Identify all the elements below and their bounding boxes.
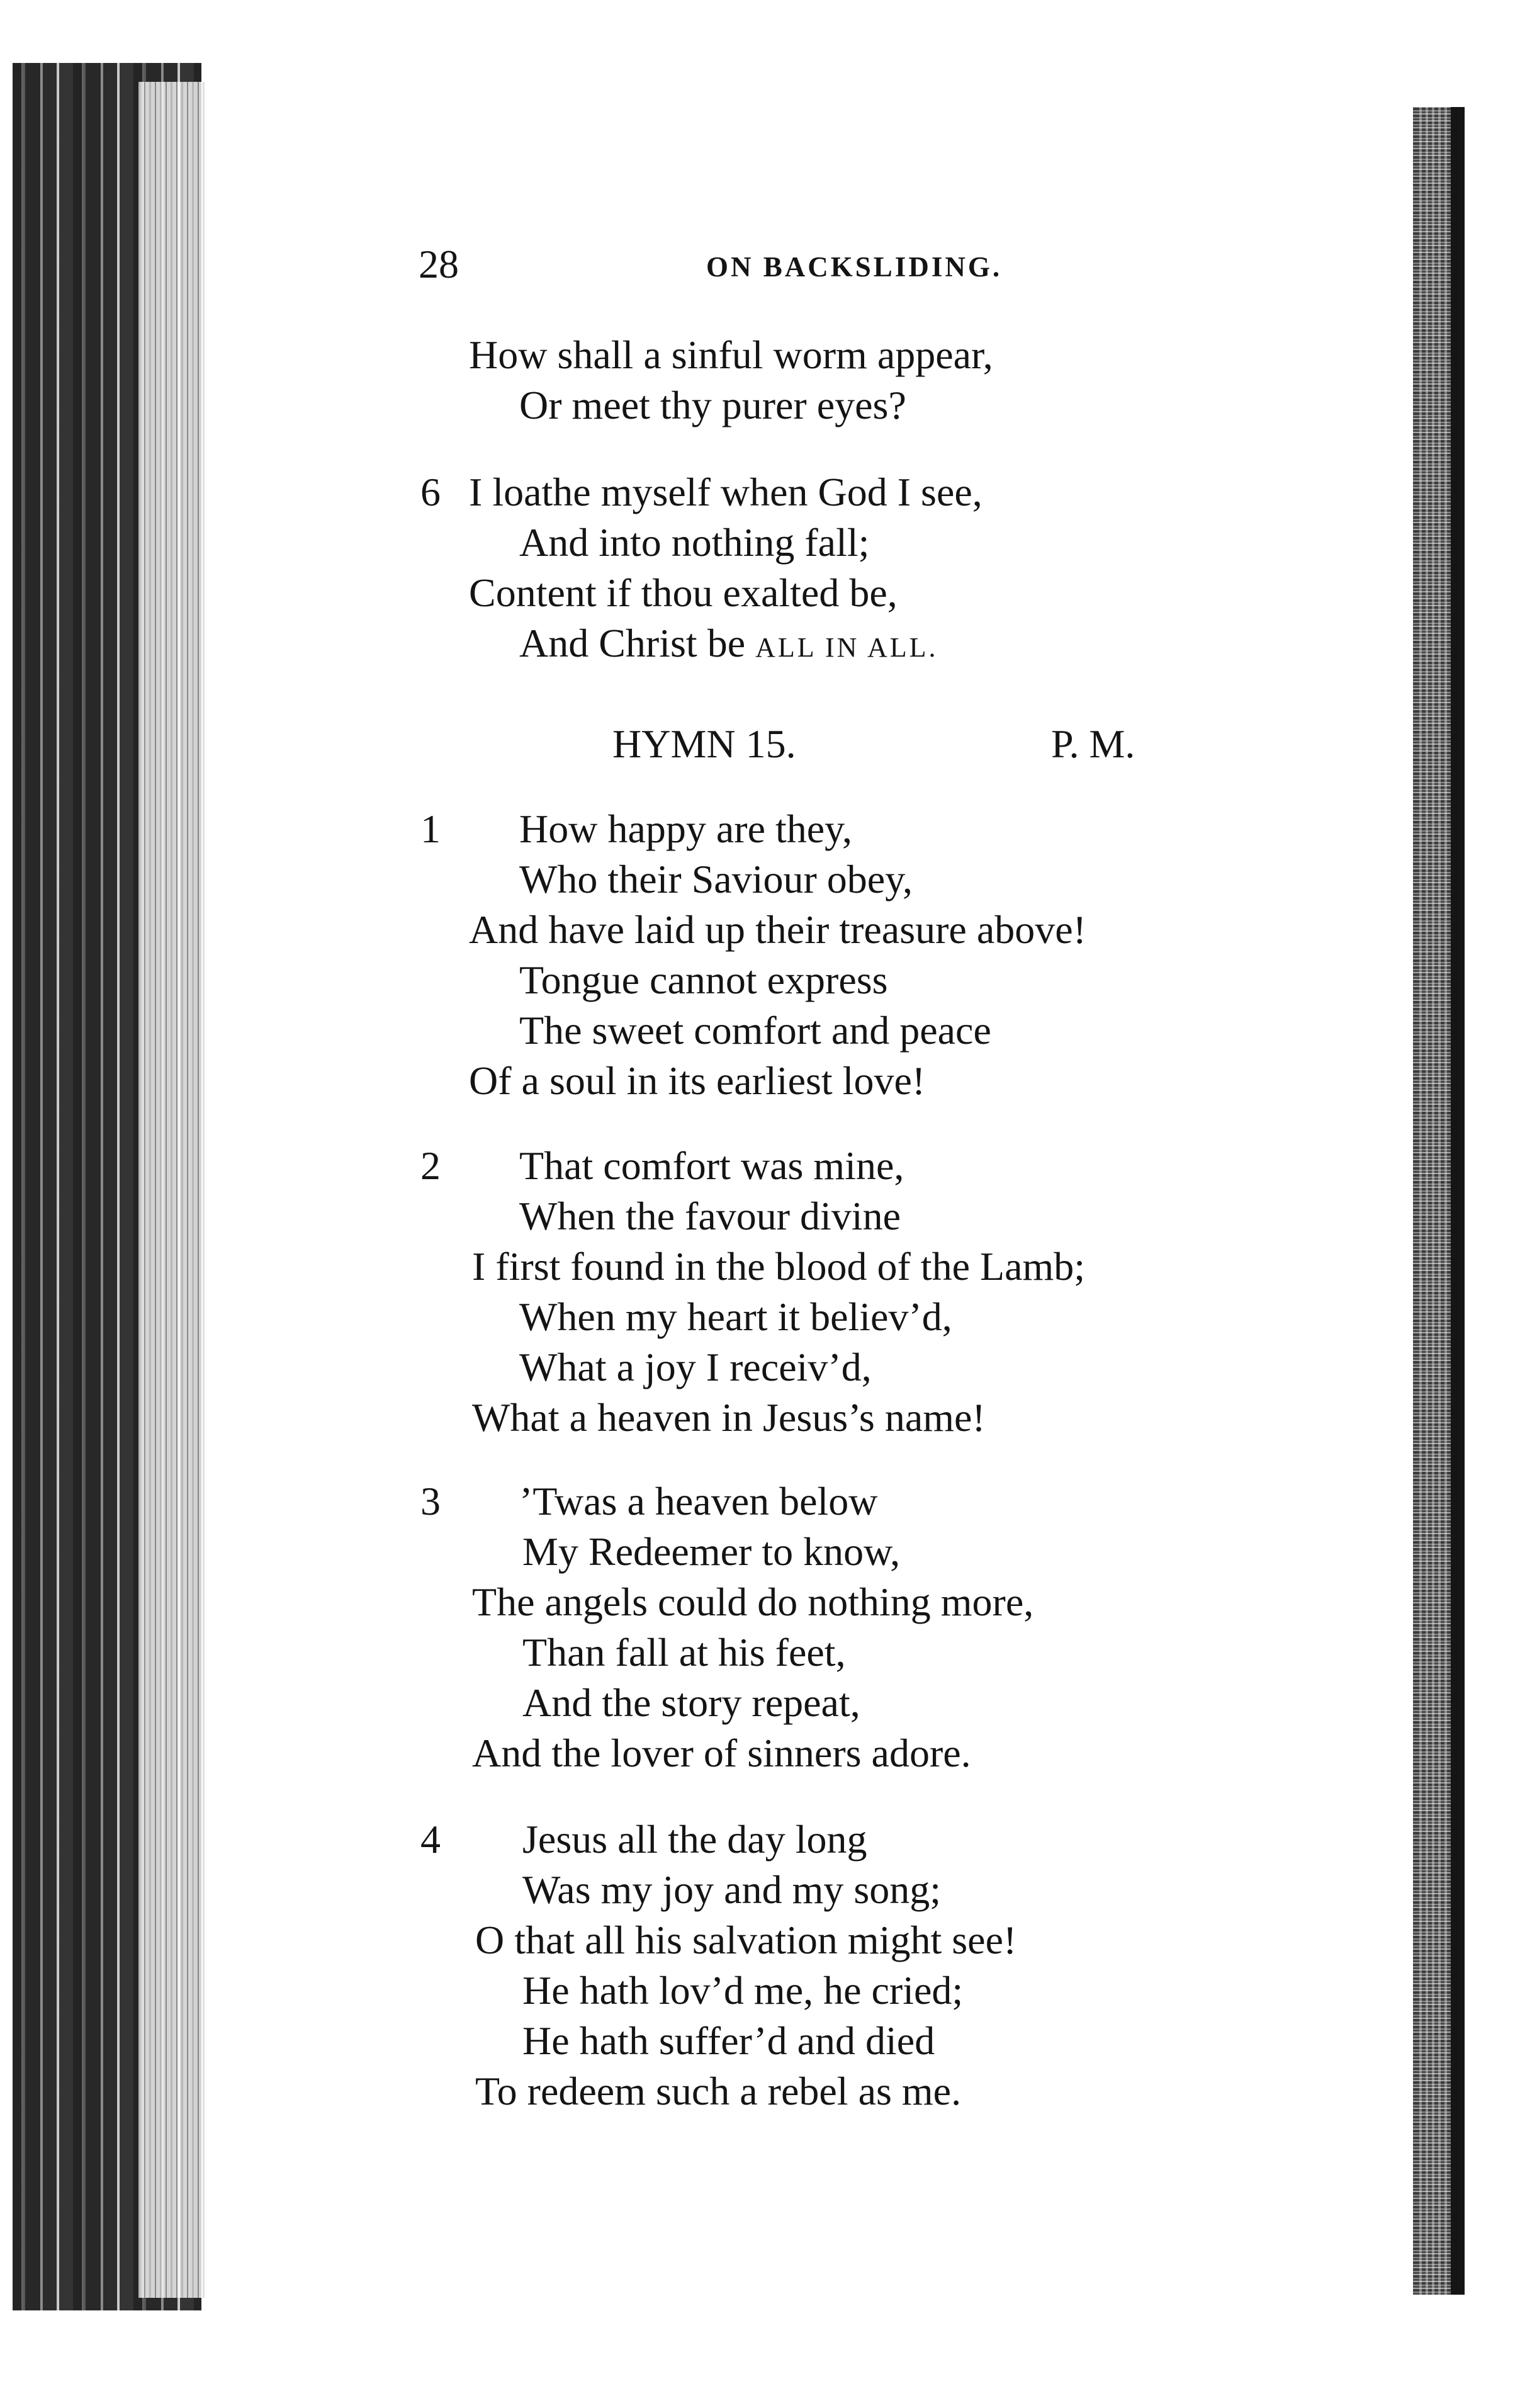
stanza-number: 3 xyxy=(420,1479,441,1523)
verse-line: That comfort was mine, xyxy=(519,1143,904,1188)
verse-line: O that all his salvation might see! xyxy=(475,1918,1017,1962)
stanza-number: 6 xyxy=(420,470,441,514)
verse-line: My Redeemer to know, xyxy=(522,1529,901,1574)
verse-line: The angels could do nothing more, xyxy=(472,1580,1034,1624)
verse-line: What a heaven in Jesus’s name! xyxy=(472,1395,986,1440)
verse-line: And Christ be ALL IN ALL. xyxy=(519,621,938,665)
verse-line: What a joy I receiv’d, xyxy=(519,1345,872,1389)
page-edge-shadow xyxy=(1451,107,1465,2295)
verse-line: The sweet comfort and peace xyxy=(519,1008,991,1053)
verse-line: When my heart it believ’d, xyxy=(519,1294,952,1339)
verse-line: ’Twas a heaven below xyxy=(519,1479,878,1523)
verse-line: And into nothing fall; xyxy=(519,520,870,565)
verse-line: And the story repeat, xyxy=(522,1680,860,1725)
page-number: 28 xyxy=(419,242,459,286)
verse-line: Jesus all the day long xyxy=(522,1817,867,1862)
page-edge-texture xyxy=(1419,107,1454,2295)
verse-line: Or meet thy purer eyes? xyxy=(519,383,906,427)
verse-line: He hath lov’d me, he cried; xyxy=(522,1968,964,2013)
small-caps-text: ALL IN ALL. xyxy=(755,632,938,663)
verse-line: Tongue cannot express xyxy=(519,958,888,1002)
stanza-number: 4 xyxy=(420,1817,441,1862)
verse-line: I first found in the blood of the Lamb; xyxy=(472,1244,1086,1289)
verse-line: And the lover of sinners adore. xyxy=(472,1731,971,1775)
verse-line: Than fall at his feet, xyxy=(522,1630,846,1675)
verse-line: How happy are they, xyxy=(519,806,852,851)
verse-line: And have laid up their treasure above! xyxy=(469,907,1086,952)
verse-line: Who their Saviour obey, xyxy=(519,857,913,902)
verse-line: When the favour divine xyxy=(519,1194,901,1238)
hymn-title: HYMN 15. xyxy=(612,721,796,766)
verse-line: Content if thou exalted be, xyxy=(469,570,898,615)
stanza-number: 2 xyxy=(420,1143,441,1188)
running-title: ON BACKSLIDING. xyxy=(706,251,1003,283)
hymn-meter: P. M. xyxy=(1051,721,1135,766)
verse-line: To redeem such a rebel as me. xyxy=(475,2069,962,2113)
verse-line: Of a soul in its earliest love! xyxy=(469,1058,926,1103)
verse-line: He hath suffer’d and died xyxy=(522,2018,935,2063)
verse-line: I loathe myself when God I see, xyxy=(469,470,982,514)
verse-line: Was my joy and my song; xyxy=(522,1867,942,1912)
binding-shadow xyxy=(138,82,208,2298)
verse-line: How shall a sinful worm appear, xyxy=(469,332,993,377)
stanza-number: 1 xyxy=(420,806,441,851)
